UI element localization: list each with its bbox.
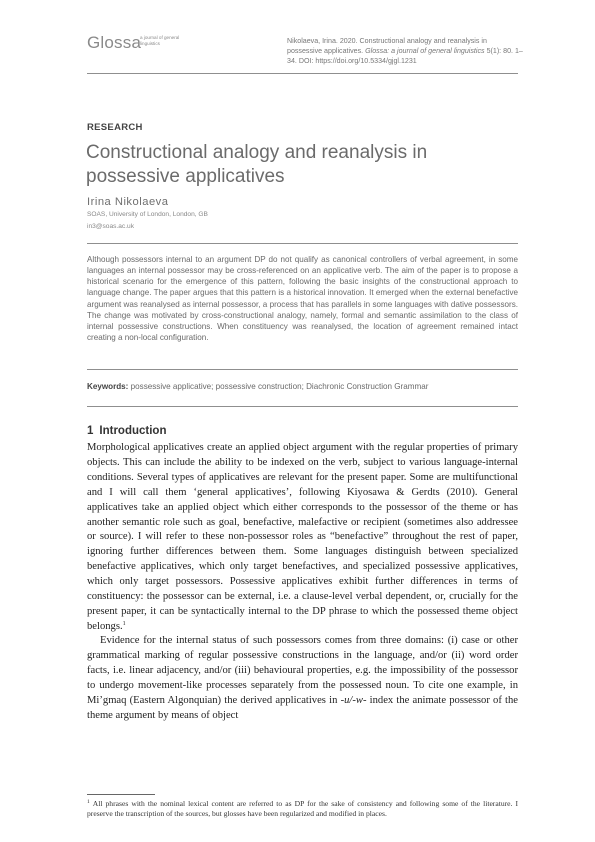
citation-journal: Glossa: a journal of general linguistics xyxy=(365,47,485,55)
keywords-label: Keywords: xyxy=(87,382,129,391)
keywords-list: possessive applicative; possessive construction; Diachronic Construction Grammar xyxy=(130,382,429,391)
abstract-top-divider xyxy=(87,243,518,244)
abstract-bottom-divider xyxy=(87,369,518,370)
keywords xyxy=(87,382,518,391)
article-type: RESEARCH xyxy=(87,122,143,133)
author-name: Irina Nikolaeva xyxy=(87,196,169,208)
header-divider xyxy=(87,73,518,74)
footnote xyxy=(87,797,518,819)
article-title: Constructional analogy and reanalysis in possessive applicatives xyxy=(86,142,428,187)
footnote-ref[interactable]: 1 xyxy=(122,620,126,627)
section-title: Introduction xyxy=(99,425,167,437)
paragraph xyxy=(87,634,518,723)
journal-logo: Glossa xyxy=(87,33,142,52)
paragraph-text: Evidence for the internal status of such possessors comes from three domains: (i) case or other grammatical marking of regular possessive constructions in the language, and/or (ii) word order facts, i.e. linear adjacency, and/or (iii) behavioural properties, e.g. the impossibility of the possessor to undergo movement-like processes separately from the possessed noun. To cite one example, in Mi’gmaq (Eastern Algonquian) the derived applicatives in xyxy=(87,635,518,706)
paragraph xyxy=(87,441,518,635)
footnote-text: All phrases with the nominal lexical content are referred to as DP for the sake of consistency and following some of the literature. I preserve the transcription of the sources, but glosses have been regularized and modified in places. xyxy=(87,799,518,819)
section-heading xyxy=(87,425,166,437)
paragraph-text: Morphological applicatives create an applied object argument with the regular properties of primary objects. This can include the ability to be indexed on the verb, subject to various language-internal conditions. Several types of applicatives are relevant for the present paper. Some are multifunctional and I will call them ‘general applicatives’, following Kiyosawa & Gerdts (2010). General applicatives take an applied object which either corresponds to the possessor of the theme or has another semantic role such as goal, benefactive, malefactive or recipient (sometimes also addressee or source). I will refer to these non-possessor roles as “benefactive” throughout the rest of paper, ignoring further differences between them. Some languages distinguish between specialized benefactive applicatives, which only target benefactives, and specialized possessive applicatives, which only target possessors. Possessive applicatives exhibit further differences in terms of constituency: the possessor can be external, i.e. a clause-level verbal dependent, or, crucially for the present paper, it can be syntactically internal to the DP phrase to which the possessed theme object belongs. xyxy=(87,442,518,632)
keywords-divider xyxy=(87,406,518,407)
citation-volume-doi[interactable]: 5(1): 80. 1–34. DOI: https://doi.org/10.5334/gjgl.1231 xyxy=(287,47,523,65)
author-email[interactable]: in3@soas.ac.uk xyxy=(87,223,135,230)
section-number: 1 xyxy=(87,425,94,437)
footnote-number: 1 xyxy=(87,799,90,805)
author-affiliation: SOAS, University of London, London, GB xyxy=(87,211,208,218)
abstract: Although possessors internal to an argument DP do not qualify as canonical controllers of verbal agreement, in some languages an internal possessor may be cross-referenced on an applicative verb. The aim of the paper is to propose a historical scenario for the emergence of this pattern, following the basic insights of the constructional approach to language change. The paper argues that this pattern is a historical innovation. It emerged when the external benefactive argument was reanalysed as internal possessor, a process that has parallels in some languages with dative possessors. The change was motivated by cross-constructional analogy, namely, formal and semantic assimilation to the class of internal possessive constructions. When constituency was reanalysed, the location of agreement remained intact creating a non-local configuration. xyxy=(87,255,518,343)
journal-logo-subtitle: a journal of general linguistics xyxy=(140,35,180,46)
paragraph-text-continued: index the animate possessor of the theme argument by means of object xyxy=(87,694,519,721)
footnote-rule xyxy=(87,794,155,795)
citation-authors: Nikolaeva, Irina. 2020. Constructional analogy and reanalysis in possessive applicatives. xyxy=(287,37,487,55)
citation xyxy=(287,36,523,66)
morpheme-example: -u/-w- xyxy=(340,694,367,706)
